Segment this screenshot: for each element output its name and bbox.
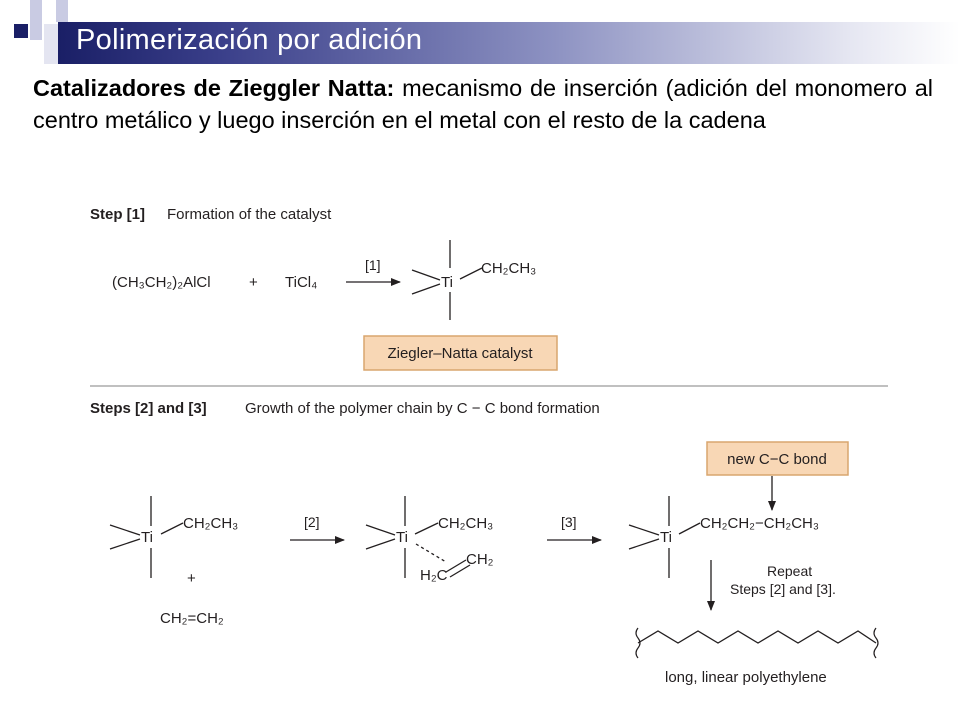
titanium-atom: Ti [660,529,672,546]
ethylene-monomer: CH₂=CH₂ [160,610,224,627]
body-bold: Catalizadores de Zieggler Natta: [33,75,395,101]
bond-line [366,525,395,535]
bond-line [460,268,482,279]
ethyl-group: CH₂CH₃ [481,260,537,277]
pi-complex-dashed-bond [416,544,446,562]
steps23-description: Growth of the polymer chain by C − C bond formation [245,400,600,417]
reagent-ticl4: TiCl₄ [285,274,318,291]
bond-line [679,523,700,534]
arrow2-label: [2] [304,514,320,530]
intermediate-h2c: H₂C [420,567,448,584]
arrow3-label: [3] [561,514,577,530]
repeat-line1: Repeat [767,563,813,579]
steps23-label: Steps [2] and [3] [90,400,207,417]
step1-description: Formation of the catalyst [167,206,332,223]
arrow1-label: [1] [365,257,381,273]
titanium-atom: Ti [441,274,453,291]
ethyl-group: CH₂CH₃ [438,515,494,532]
bond-line [110,525,140,535]
new-bond-box-label: new C−C bond [727,451,827,468]
plus-sign: + [249,274,258,291]
repeat-line2: Steps [2] and [3]. [730,581,836,597]
bond-line [412,284,440,294]
plus-sign: + [187,570,196,587]
product-chain: CH₂CH₂−CH₂CH₃ [700,515,819,532]
bond-line [110,539,140,549]
ethyl-group: CH₂CH₃ [183,515,239,532]
double-bond-line [446,560,466,572]
step1-label: Step [1] [90,206,146,223]
slide-title: Polimerización por adición [76,24,423,56]
catalyst-box-label: Ziegler–Natta catalyst [387,345,533,362]
intermediate-ch2: CH₂ [466,551,494,568]
bond-line [412,270,440,280]
reagent-alcl: (CH₃CH₂)₂AlCl [112,274,211,291]
bond-line [366,539,395,549]
bond-line [161,523,183,534]
polyethylene-zigzag [638,631,876,643]
bond-line [629,525,659,535]
titanium-atom: Ti [396,529,408,546]
polymer-caption: long, linear polyethylene [665,669,827,686]
titanium-atom: Ti [141,529,153,546]
bond-line [629,539,659,549]
body-rest: mecanismo de inserción (adición del monomero al centro metálico y luego inserción en el metal con el resto de la cadena [33,75,933,133]
bond-line [415,523,438,534]
